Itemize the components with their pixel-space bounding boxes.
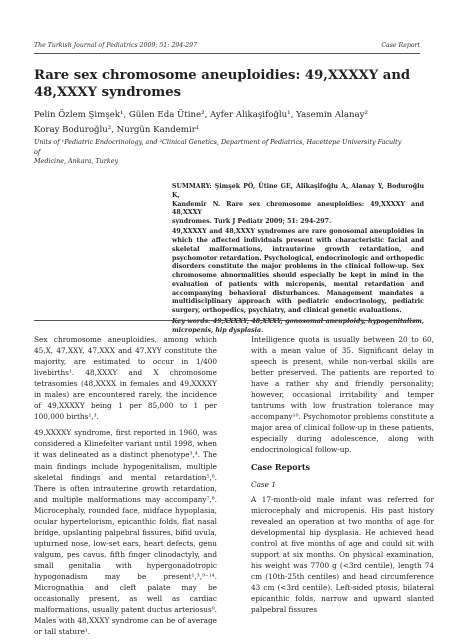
abstract-summary: SUMMARY: Şimşek PÖ, Ütine GE, Alikaşifoğlu A, Alanay Y, Boduroğlu K, Kandemir N. Rare sex chromosome aneuploidies: 49,XXXXY and 48,XXXY syndromes. Turk J Pediatr 2009; 51: 294-297.: [172, 183, 424, 225]
abstract-body: 49,XXXXY and 48,XXXY syndromes are rare gonosomal aneuploidies in which the affected individuals present with characteristic facial and skeletal malformations, intrauterine growth retardation, and psychomotor retardation. Psychological, endocrinologic and orthopedic disorders constitute the major problems in the clinical follow-up. Sex chromosome abnormalities should especially be kept in mind in the evaluation of patients with micropenis, mental retardation and accompanying behavioral disturbances. Management mandates a multidisciplinary approach with pediatric endocrinology, pediatric surgery, orthopedics, psychiatry, and clinical genetic evaluations.: [172, 228, 424, 314]
keywords: Key words: 49,XXXXY, 48,XXXY, gonosomal aneuploidy, hypogenitalism, micropenis, hip dysplasia.: [172, 317, 424, 334]
running-header: [34, 42, 420, 49]
left-column: [34, 334, 217, 642]
right-column: [251, 334, 434, 620]
intro-paragraph-3: Intelligence quota is usually between 20 to 60, with a mean value of 35. Significant delay in speech is present, while non-verbal skills are better preserved. The patients are reported to have a rather shy and friendly personality; however, occasional irritability and temper tantrums with low frustration tolerance may accompany¹⁰. Psychomotor problems constitute a major area of clinical follow-up in these patients, especially during adolescence, along with endocrinological follow-up.: [251, 335, 434, 455]
journal-citation: The Turkish Journal of Pediatrics 2009; 51: 294-297: [34, 42, 198, 49]
header-rule: [34, 53, 420, 54]
case-1-paragraph: A 17-month-old male infant was referred for microcephaly and micropenis. His past history revealed an operation at two months of age for developmental hip dysplasia. He achieved head control at five months of age and could sit with support at six months. On physical examination, his weight was 7700 g (<3rd centile), length 74 cm (10th-25th centiles) and head circumference 43 cm (<3rd centile). Left-sided ptosis, bilateral epicanthic folds, narrow and upward slanted palpebral fissures: [251, 494, 434, 615]
intro-paragraph-2: 49,XXXXY syndrome, first reported in 1960, was considered a Klinefelter variant until 1998, when it was delineated as a distinct phenotype³,⁴. The main findings include hypogenitalism, multiple skeletal findings and mental retardation⁵,⁶. There is often intrauterine growth retardation, and multiple malformations may accompany⁷,⁸. Microcephaly, rounded face, midface hypoplasia, ocular hypertelorism, epicanthic folds, flat nasal bridge, upslanting palpebral fissures, bifid uvula, upturned nose, low-set ears, heart defects, genu valgum, pes cavus, fifth finger clinodactyly, and small genitalia with hypergonadotropic hypogonadism may be present¹,³,⁹⁻¹⁴. Micrognathia and cleft palate may be occasionally present, as well as cardiac malformations, usually patent ductus arteriosus⁹. Males with 48,XXXY syndrome can be of average or tall stature¹.: [34, 428, 217, 637]
author-list: Pelin Özlem Şimşek¹, Gülen Eda Ütine², Ayfer Alikaşifoğlu¹, Yasemin Alanay² Koray Boduroğlu², Nurgün Kandemir¹: [34, 110, 368, 135]
intro-paragraph-1: Sex chromosome aneuploidies, among which 45,X, 47,XXY, 47,XXX and 47,XYY constitute the majority, are estimated to occur in 1/400 livebirths¹. 48,XXXY and X chromosome tetrasomies (48,XXXX in females and 49,XXXXY in males) are encountered rarely, the incidence of 49,XXXXY being 1 per 85,000 to 1 per 100,000 births²,³.: [34, 335, 217, 422]
article-type: Case Report: [381, 42, 420, 49]
section-divider: [34, 320, 420, 321]
subheading-case-1: Case 1: [251, 479, 276, 489]
section-heading-case-reports: Case Reports: [251, 461, 311, 472]
affiliations: Units of ¹Pediatric Endocrinology, and ²Clinical Genetics, Department of Pediatrics, Hacettepe University Faculty of Medicine, Ankara, Turkey: [34, 138, 402, 165]
abstract-block: [172, 183, 424, 337]
article-title: Rare sex chromosome aneuploidies: 49,XXXXY and 48,XXXY syndromes: [34, 68, 411, 100]
